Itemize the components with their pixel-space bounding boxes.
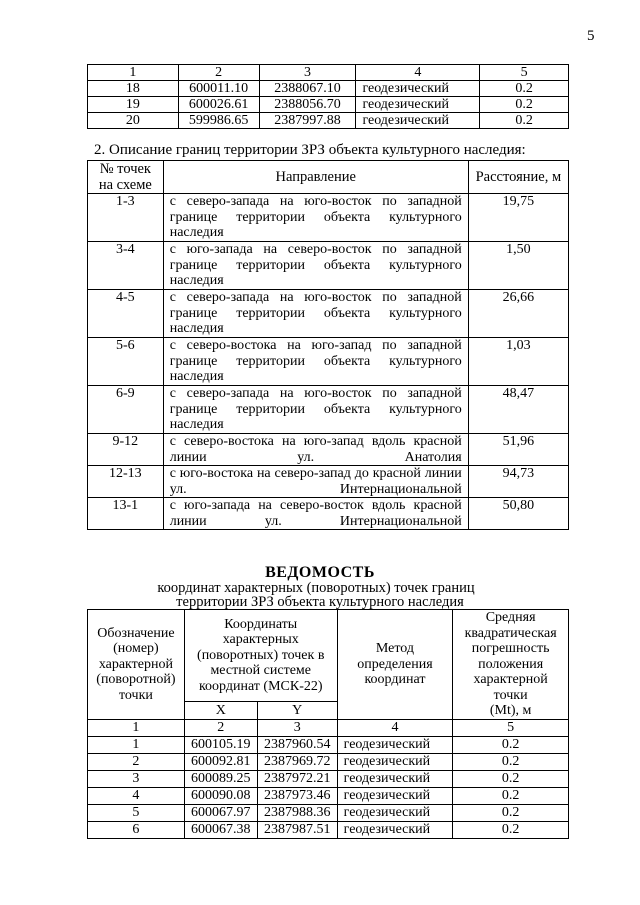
coord-y: 2387973.46 xyxy=(257,787,337,804)
table-row xyxy=(88,434,569,466)
direction-description xyxy=(163,466,468,498)
table-row xyxy=(88,787,569,804)
method: геодезический xyxy=(356,81,480,97)
coord-y: 2388067.10 xyxy=(259,81,356,97)
direction-line: с северо-запада на юго-восток по западной xyxy=(169,386,462,401)
col-number: 5 xyxy=(453,719,569,736)
method: геодезический xyxy=(356,97,480,113)
header-points-line: № точек xyxy=(99,161,151,177)
coord-x: 600067.97 xyxy=(184,804,257,821)
direction-line: с юго-запада на северо-восток вдоль красной xyxy=(169,498,462,513)
point-range: 1-3 xyxy=(88,194,164,242)
coord-y: 2387988.36 xyxy=(257,804,337,821)
error: 0.2 xyxy=(453,787,569,804)
vedomost-subtitle: территории ЗРЗ объекта культурного наследия xyxy=(176,594,464,610)
coord-y: 2387969.72 xyxy=(257,753,337,770)
point-range: 13-1 xyxy=(88,498,164,530)
direction-line: границе территории объекта культурного xyxy=(169,209,462,225)
header-line: квадратическая xyxy=(464,625,557,641)
header-direction: Направление xyxy=(163,161,468,194)
direction-line: наследия xyxy=(169,225,224,240)
table-row xyxy=(88,290,569,338)
table-row xyxy=(88,753,569,770)
error: 0.2 xyxy=(453,804,569,821)
error: 0.2 xyxy=(453,770,569,787)
coord-x: 600092.81 xyxy=(184,753,257,770)
col-number: 3 xyxy=(257,719,337,736)
direction-line: с северо-запада на юго-восток по западной xyxy=(169,194,462,209)
header-line: характерной точки xyxy=(473,672,548,703)
coord-x: 600089.25 xyxy=(184,770,257,787)
coord-x: 599986.65 xyxy=(178,113,259,129)
distance: 51,96 xyxy=(468,434,568,466)
point-number: 19 xyxy=(88,97,179,113)
col-number: 4 xyxy=(337,719,453,736)
header-line: характерных xyxy=(222,632,299,648)
vedomost-title: ВЕДОМОСТЬ xyxy=(265,564,375,581)
point-range: 5-6 xyxy=(88,338,164,386)
coord-y: 2387960.54 xyxy=(257,736,337,753)
point-number: 3 xyxy=(88,770,185,787)
point-number: 18 xyxy=(88,81,179,97)
table-row xyxy=(88,97,569,113)
method: геодезический xyxy=(356,113,480,129)
point-number: 2 xyxy=(88,753,185,770)
direction-line: с юго-запада на северо-восток по западной xyxy=(169,242,462,257)
direction-line: границе территории объекта культурного xyxy=(169,257,462,273)
direction-description xyxy=(163,386,468,434)
page-number: 5 xyxy=(587,28,595,44)
header-line: (поворотной) xyxy=(96,672,176,687)
header-x: X xyxy=(184,702,257,719)
direction-line: наследия xyxy=(169,417,224,432)
point-range: 6-9 xyxy=(88,386,164,434)
header-line: местной системе xyxy=(210,663,312,679)
point-number: 6 xyxy=(88,821,185,838)
vedomost-table xyxy=(87,609,569,839)
point-number: 5 xyxy=(88,804,185,821)
table-row xyxy=(88,736,569,753)
header-line: (Mt), м xyxy=(489,703,532,718)
coord-x: 600011.10 xyxy=(178,81,259,97)
point-number: 4 xyxy=(88,787,185,804)
section-heading: 2. Описание границ территории ЗРЗ объекта культурного наследия: xyxy=(94,142,526,158)
coord-y: 2387972.21 xyxy=(257,770,337,787)
table-row xyxy=(88,81,569,97)
table-row xyxy=(88,113,569,129)
coord-x: 600067.38 xyxy=(184,821,257,838)
direction-line: линии ул. Интернациональной xyxy=(169,513,462,529)
header-method xyxy=(337,610,453,720)
coordinates-table-continued xyxy=(87,64,569,129)
header-line: (номер) xyxy=(113,641,159,656)
coord-y: 2387987.51 xyxy=(257,821,337,838)
error: 0.2 xyxy=(480,97,569,113)
header-coordinates xyxy=(184,610,337,702)
table-row xyxy=(88,770,569,787)
direction-description xyxy=(163,434,468,466)
coord-y: 2387997.88 xyxy=(259,113,356,129)
col-number: 2 xyxy=(178,65,259,81)
coord-x: 600105.19 xyxy=(184,736,257,753)
header-error xyxy=(453,610,569,720)
distance: 1,03 xyxy=(468,338,568,386)
direction-description xyxy=(163,498,468,530)
point-range: 4-5 xyxy=(88,290,164,338)
distance: 50,80 xyxy=(468,498,568,530)
table-row xyxy=(88,386,569,434)
method: геодезический xyxy=(337,753,453,770)
col-number: 4 xyxy=(356,65,480,81)
header-line: характерной xyxy=(98,656,173,672)
column-number-row xyxy=(88,719,569,736)
distance: 19,75 xyxy=(468,194,568,242)
coord-x: 600090.08 xyxy=(184,787,257,804)
col-number: 2 xyxy=(184,719,257,736)
table-row xyxy=(88,242,569,290)
col-number: 5 xyxy=(480,65,569,81)
coord-x: 600026.61 xyxy=(178,97,259,113)
point-number: 1 xyxy=(88,736,185,753)
error: 0.2 xyxy=(480,81,569,97)
header-line: координат xyxy=(364,672,426,687)
point-range: 3-4 xyxy=(88,242,164,290)
header-line: координат (МСК-22) xyxy=(198,678,323,694)
header-distance: Расстояние, м xyxy=(468,161,568,194)
direction-line: с юго-востока на северо-запад до красной линии xyxy=(169,466,462,481)
method: геодезический xyxy=(337,821,453,838)
error: 0.2 xyxy=(453,821,569,838)
header-line: точки xyxy=(118,687,153,703)
header-line: Координаты xyxy=(224,616,298,632)
boundary-rows xyxy=(88,194,569,530)
error: 0.2 xyxy=(453,753,569,770)
table-row xyxy=(88,498,569,530)
table-header-row xyxy=(88,65,569,81)
table-row xyxy=(88,338,569,386)
distance: 1,50 xyxy=(468,242,568,290)
table-row xyxy=(88,194,569,242)
direction-line: наследия xyxy=(169,369,224,384)
header-line: (поворотных) точек в xyxy=(197,647,325,663)
header-line: определения xyxy=(357,656,433,672)
direction-description xyxy=(163,194,468,242)
distance: 48,47 xyxy=(468,386,568,434)
header-line: погрешность xyxy=(471,641,550,656)
table-row xyxy=(88,821,569,838)
header-line: положения xyxy=(478,656,544,672)
point-number: 20 xyxy=(88,113,179,129)
direction-description xyxy=(163,338,468,386)
header-points xyxy=(88,161,164,194)
header-line: Обозначение xyxy=(97,625,175,641)
direction-line: с северо-востока на юго-запад по западной xyxy=(169,338,462,353)
header-line: Метод xyxy=(375,641,415,656)
direction-line: с северо-запада на юго-восток по западной xyxy=(169,290,462,305)
direction-line: наследия xyxy=(169,321,224,336)
header-points-line: на схеме xyxy=(98,177,152,193)
direction-description xyxy=(163,290,468,338)
col-number: 3 xyxy=(259,65,356,81)
distance: 94,73 xyxy=(468,466,568,498)
method: геодезический xyxy=(337,736,453,753)
distance: 26,66 xyxy=(468,290,568,338)
error: 0.2 xyxy=(453,736,569,753)
table-row xyxy=(88,804,569,821)
vedomost-subtitle: координат характерных (поворотных) точек границ xyxy=(157,580,475,596)
direction-line: с северо-востока на юго-запад вдоль красной xyxy=(169,434,462,449)
direction-line: границе территории объекта культурного xyxy=(169,401,462,417)
method: геодезический xyxy=(337,787,453,804)
method: геодезический xyxy=(337,804,453,821)
direction-line: границе территории объекта культурного xyxy=(169,353,462,369)
col-number: 1 xyxy=(88,719,185,736)
header-designation xyxy=(88,610,185,720)
boundary-description-table xyxy=(87,160,569,530)
point-range: 12-13 xyxy=(88,466,164,498)
header-line: Средняя xyxy=(485,610,536,625)
col-number: 1 xyxy=(88,65,179,81)
direction-line: ул. Интернациональной xyxy=(169,481,462,497)
direction-line: наследия xyxy=(169,273,224,288)
direction-line: границе территории объекта культурного xyxy=(169,305,462,321)
direction-line: линии ул. Анатолия xyxy=(169,449,462,465)
error: 0.2 xyxy=(480,113,569,129)
coord-y: 2388056.70 xyxy=(259,97,356,113)
direction-description xyxy=(163,242,468,290)
table-header-row xyxy=(88,161,569,194)
method: геодезический xyxy=(337,770,453,787)
point-range: 9-12 xyxy=(88,434,164,466)
header-y: Y xyxy=(257,702,337,719)
vedomost-rows xyxy=(88,736,569,838)
table-row xyxy=(88,466,569,498)
